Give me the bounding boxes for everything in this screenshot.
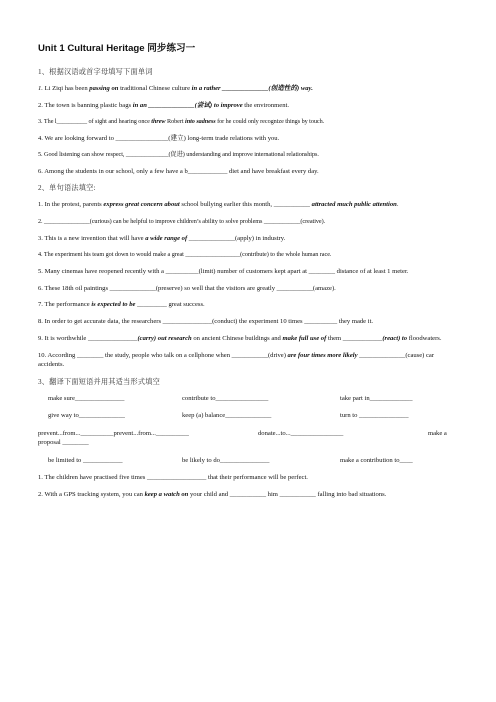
phrase-item: keep (a) balance______________ xyxy=(182,412,272,419)
s2-q4: 4. The experiment his team got down to would make a great __________________(contribute) to the whole human race. xyxy=(38,251,332,258)
phrase-item-cont: proposal ________ xyxy=(38,438,89,446)
s1-q5: 5. Good listening can show respect, ______________(促进) understanding and improve international relationships. xyxy=(38,151,319,158)
phrase-item: make a xyxy=(428,429,447,437)
section2-heading: 2、单句语法填空: xyxy=(38,184,96,192)
s2-q1: 1. In the protest, parents express great concern about school bullying earlier this month, ___________ attracted much public attention. xyxy=(38,201,399,208)
s2-q8: 8. In order to get accurate data, the researchers _______________(conduct) the experiment 10 times __________ they made it. xyxy=(38,317,374,325)
phrase-grid xyxy=(38,394,458,465)
page-title: Unit 1 Cultural Heritage 同步练习一 xyxy=(38,43,196,54)
phrase-item: make sure_______________ xyxy=(48,394,125,402)
s3-q1: 1. The children have practised five times __________________ that their performance will be perfect. xyxy=(38,474,308,481)
s2-q9: 9. It is worthwhile _______________(carry) out research on ancient Chinese buildings and make full use of them ____________(react) to floodwaters. xyxy=(38,334,442,342)
s1-q6: 6. Among the students in our school, only a few have a b____________ diet and have breakfast every day. xyxy=(38,167,319,175)
phrase-item: take part in_____________ xyxy=(340,394,413,402)
phrase-item: prevent...from...__________prevent...from...__________ xyxy=(38,429,189,437)
s1-q3: 3. The l__________ of sight and hearing once threw Robert into sadness for he could only recognize things by touch. xyxy=(38,118,325,125)
s2-q10: 10. According ________ the study, people who talk on a cellphone when ___________(drive) are four times more likely ______________(cause) car accidents. xyxy=(38,351,435,368)
s1-q2: 2. The town is banning plastic bags in an ______________(尝试) to improve the environment. xyxy=(38,101,289,109)
s3-q2: 2. With a GPS tracking system, you can keep a watch on your child and ___________ him ___________ falling into bad situations. xyxy=(38,490,387,498)
phrase-item: be limited to ____________ xyxy=(48,456,123,464)
phrase-item: be likely to do_______________ xyxy=(182,456,270,464)
section1-heading: 1、根据汉语或首字母填写下面单词 xyxy=(38,68,153,76)
s2-q7: 7. The performance is expected to be _________ great success. xyxy=(38,301,205,308)
phrase-row-1 xyxy=(38,394,458,403)
phrase-item: donate...to...________________ xyxy=(258,429,344,437)
phrase-item: contribute to________________ xyxy=(182,394,269,402)
s1-q4: 4. We are looking forward to ________________(建立) long-term trade relations with you. xyxy=(38,134,280,142)
phrase-row-2 xyxy=(38,411,458,420)
s1-q1: 1. Li Ziqi has been passing on traditional Chinese culture in a rather ______________(创造性的) way. xyxy=(38,85,313,92)
phrase-item: turn to _______________ xyxy=(340,412,409,419)
phrase-row-3 xyxy=(38,429,458,447)
s2-q6: 6. These 18th oil paintings ______________(preserve) so well that the visitors are greatly ___________(amaze). xyxy=(38,284,336,292)
s2-q5: 5. Many cinemas have reopened recently with a __________(limit) number of customers kept apart at ________ distance of at least 1 meter. xyxy=(38,267,409,275)
s2-q2: 2. _______________(curious) can be helpful to improve children’s ability to solve problems ____________(creative). xyxy=(38,218,326,225)
phrase-item: make a contribution to____ xyxy=(340,456,413,464)
s2-q3: 3. This is a new invention that will have a wide range of ______________(apply) in industry. xyxy=(38,234,286,242)
phrase-row-4 xyxy=(38,456,458,465)
section3-heading: 3、翻译下面短语并用其适当形式填空 xyxy=(38,377,160,386)
phrase-item: give way to______________ xyxy=(48,412,125,419)
